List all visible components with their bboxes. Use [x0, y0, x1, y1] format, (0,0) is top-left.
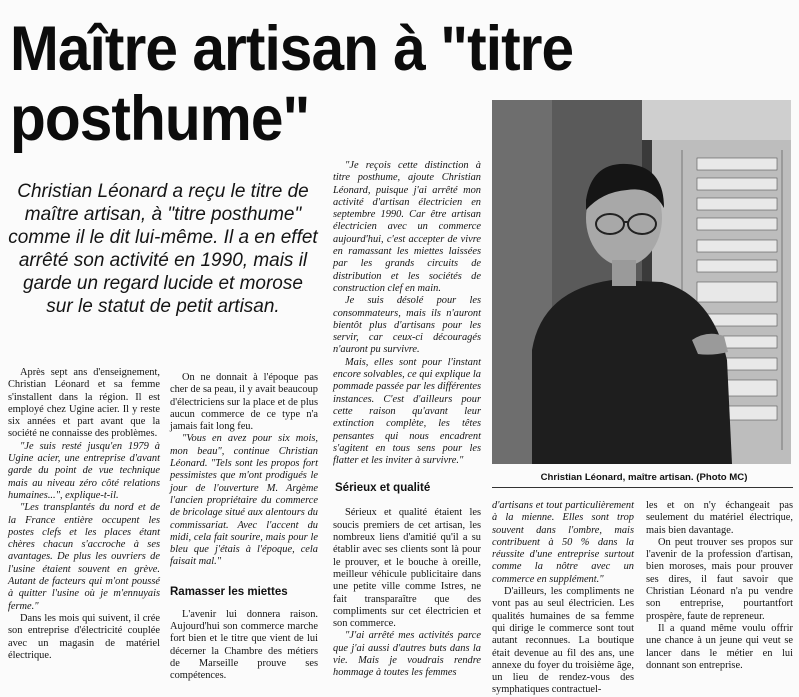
paragraph: "Les transplantés du nord et de la France entière occupent les postes clefs et les places étant chères chacun s'accroche à ses avantages. De plus les ouvriers de l'usine étaient souvent en grève. Autant de facteurs qui m'ont poussé à quitter l'usine où je m'ennuyais ferme."	[8, 502, 160, 612]
photo-caption: Christian Léonard, maître artisan. (Photo MC)	[540, 472, 748, 483]
paragraph: "Je reçois cette distinction à titre posthume, ajoute Christian Léonard, puisque j'ai arrêté mon activité d'artisan électricien en septembre 1990. Car être artisan électricien avec un commerce aujourd'hui, c'est accepter de vivre en ramassant les miettes laissées par les grands circuits de distribution et les sociétés de construction clef en main.	[333, 160, 481, 294]
paragraph: Dans les mois qui suivent, il crée son entreprise d'électricité couplée avec un magasin de matériel électrique.	[8, 612, 160, 661]
article-photo	[492, 100, 791, 464]
paragraph: d'artisans et tout particulièrement à la mienne. Elles sont trop souvent dans l'ombre, mais contribuent à 50 % dans la réussite d'une entreprise surtout comme la nôtre avec un commerce en supplément."	[492, 500, 634, 585]
column-2-body	[170, 372, 318, 569]
text-column-5	[646, 500, 793, 672]
paragraph: Après sept ans d'enseignement, Christian Léonard et sa femme s'installent dans la région. Il est employé chez Ugine acier. Il y reste six années et part avant que la société ne connaisse des problèmes.	[8, 367, 160, 440]
paragraph: Mais, elles sont pour l'instant encore solvables, ce qui explique la pommade passée par les différentes instances. C'est d'ailleurs pour cette raison qu'avant leur extinction complète, les têtes pensantes qui nous encadrent s'agitent en tous sens pour les flatter et les inviter à survivre."	[333, 356, 481, 467]
paragraph: Il a quand même voulu offrir une chance à un jeune qui veut se lancer dans le métier en lui donnant son entreprise.	[646, 622, 793, 671]
paragraph: "Je suis resté jusqu'en 1979 à Ugine acier, une entreprise d'avant garde du point de vue technique mais au niveau zéro côté relations humaines...", explique-t-il.	[8, 440, 160, 501]
paragraph: Sérieux et qualité étaient les soucis premiers de cet artisan, les nombreux liens d'amitié qu'il a su établir avec ses clients sont là pour le prouver, et le bouche à oreille, meilleur véhicule publicitaire dans une petite ville comme Istres, ne fait transparaître que des compliments sur cet électricien et son commerce.	[333, 507, 481, 630]
electrician-photo-illustration	[492, 100, 791, 464]
column-2-body-b	[170, 609, 318, 683]
subhead-ramasser: Ramasser les miettes	[170, 585, 288, 598]
subhead-serieux: Sérieux et qualité	[335, 482, 431, 495]
text-column-1	[8, 367, 160, 662]
paragraph: "Vous en avez pour six mois, mon beau", continue Christian Léonard. "Tels sont les propos fort pessimistes que m'ont prodigués le jour de l'ouverture M. Argème l'ancien propriétaire du commerce de bricolage situé aux alentours du commissariat. Avec l'accent du midi, cela fait sourire, mais pour le bleu que j'étais à l'époque, cela faisait mal."	[170, 433, 318, 568]
text-column-2	[170, 372, 318, 683]
paragraph: "J'ai arrêté mes activités parce que j'ai aussi d'autres buts dans la vie. Mais je voudrais rendre hommage à toutes les femmes	[333, 630, 481, 679]
paragraph: Je suis désolé pour les consommateurs, mais ils n'auront bientôt plus d'artisans pour les servir, car ceux-ci découragés n'auront pu survivre.	[333, 295, 481, 356]
paragraph: On ne donnait à l'époque pas cher de sa peau, il y avait beaucoup d'électriciens sur la place et de plus aucun commerce de ce type n'a jamais fait long feu.	[170, 372, 318, 433]
paragraph: D'ailleurs, les compliments ne vont pas au seul électricien. Les qualités humaines de sa femme qui dirige le commerce sont tout autant reconnues. La boutique était devenue au fil des ans, une annexe du foyer du troisième âge, un lieu de rendez-vous des symphatiques contractuel-	[492, 586, 634, 696]
text-column-3	[333, 160, 481, 680]
paragraph: L'avenir lui donnera raison. Aujourd'hui son commerce marche fort bien et le titre que vient de lui décerner la Chambre des métiers de Marseille prouve ses compétences.	[170, 608, 318, 682]
article-headline	[10, 14, 574, 154]
column-3-body-b	[333, 507, 481, 679]
headline-line-2: posthume"	[10, 84, 310, 154]
caption-divider	[492, 487, 793, 488]
paragraph: On peut trouver ses propos sur l'avenir de la profession d'artisan, bien moroses, mais pour prouver ses dires, il faut savoir que Christian Léonard n'a pu vendre son entreprise, pourtantfort prospère, faute de repreneur.	[646, 536, 793, 622]
headline-line-1: Maître artisan à "titre	[10, 14, 574, 84]
paragraph: les et on n'y échangeait pas seulement du matériel électrique, mais bien davantage.	[646, 500, 793, 536]
article-lead: Christian Léonard a reçu le titre de maître artisan, à "titre posthume" comme il le dit lui-même. Il a en effet arrêté son activité en 1990, mais il garde un regard lucide et morose sur le statut de petit artisan.	[8, 181, 318, 317]
text-column-4	[492, 500, 634, 697]
column-3-body	[333, 160, 481, 467]
